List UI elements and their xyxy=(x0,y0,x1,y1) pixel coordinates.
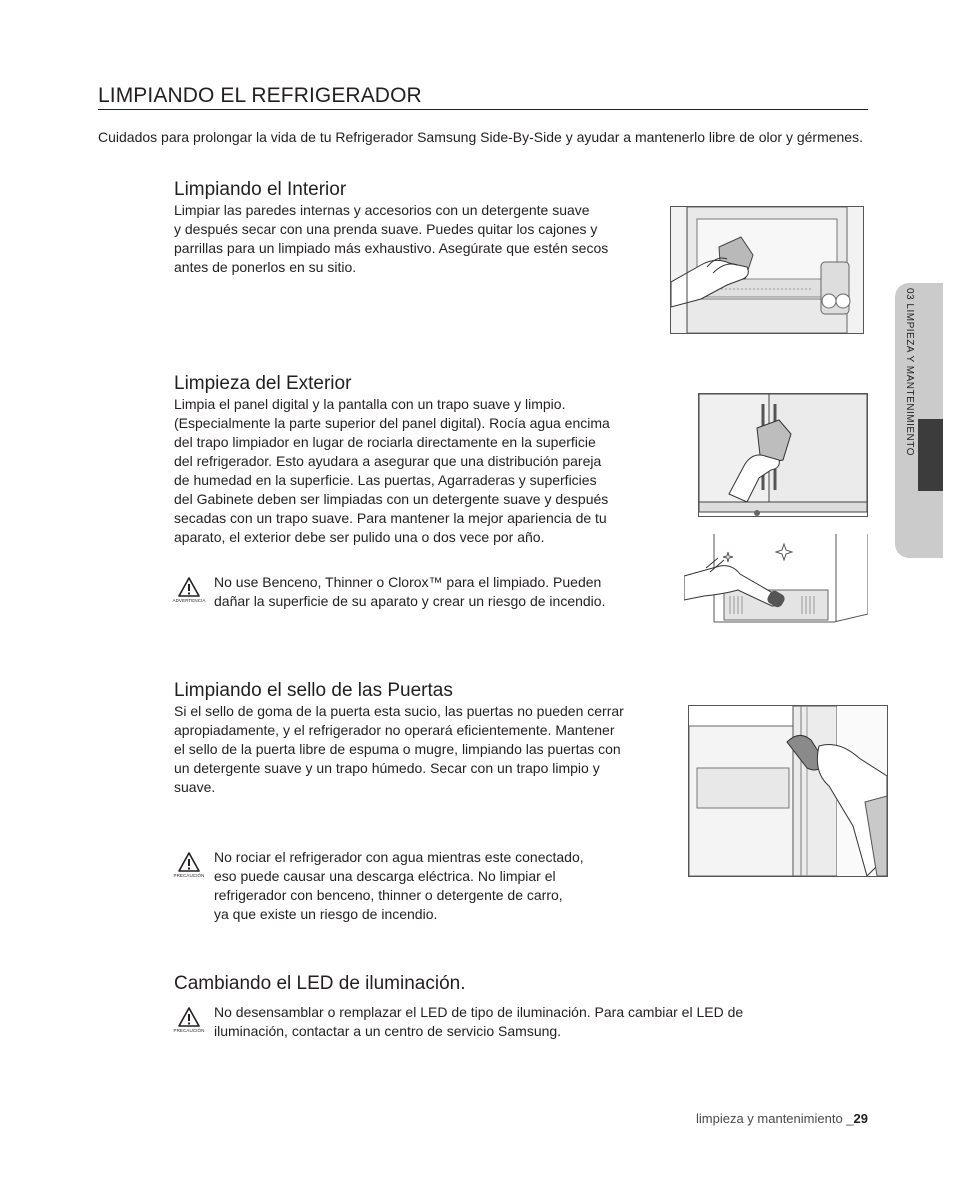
warning-text-led: No desensamblar o remplazar el LED de tipo de iluminación. Para cambiar el LED de iluminación, contactar a un centro de servicio Samsung. xyxy=(214,1004,744,1039)
section-door-seal xyxy=(174,680,684,797)
section-title-interior: Limpiando el Interior xyxy=(174,179,347,200)
illustration-door-seal-cleaning xyxy=(688,705,888,877)
warning-exterior xyxy=(172,575,662,615)
section-title-led: Cambiando el LED de iluminación. xyxy=(174,973,466,994)
warning-text-door-seal: No rociar el refrigerador con agua mientras este conectado, eso puede causar una descarga eléctrica. No limpiar el refrigerador con benceno, thinner o detergente de carro, ya que existe un riesgo de incendio. xyxy=(214,849,584,922)
warning-icon xyxy=(172,1007,206,1033)
warning-icon xyxy=(172,577,206,603)
section-exterior xyxy=(174,373,674,547)
warning-label: PRECAUCIÓN xyxy=(173,873,205,878)
warning-text-exterior: No use Benceno, Thinner o Clorox™ para el limpiado. Pueden dañar la superficie de su aparato y crear un riesgo de incendio. xyxy=(214,574,606,609)
section-title-exterior: Limpieza del Exterior xyxy=(174,373,352,394)
warning-led xyxy=(172,1005,832,1047)
section-body-door-seal: Si el sello de goma de la puerta esta sucio, las puertas no pueden cerrar apropiadamente, y el refrigerador no operará eficientemente. Mantener el sello de la puerta libre de espuma o mugre, limpiando las puertas con un detergente suave y un trapo húmedo. Secar con un trapo limpio y suave. xyxy=(174,703,624,795)
warning-door-seal xyxy=(172,850,652,930)
chapter-side-tab-marker xyxy=(918,419,943,491)
section-interior xyxy=(174,179,674,277)
illustration-interior-cleaning xyxy=(670,206,864,334)
page-title: LIMPIANDO EL REFRIGERADOR xyxy=(98,84,868,110)
warning-label: PRECAUCIÓN xyxy=(173,1028,205,1033)
warning-label: ADVERTENCIA xyxy=(172,598,206,603)
illustration-cleaning-underside xyxy=(684,534,868,629)
footer-text: limpieza y mantenimiento _ xyxy=(696,1111,854,1126)
section-title-door-seal: Limpiando el sello de las Puertas xyxy=(174,680,453,701)
intro-paragraph: Cuidados para prolongar la vida de tu Refrigerador Samsung Side-By-Side y ayudar a mantenerlo libre de olor y gérmenes. xyxy=(98,129,863,145)
section-body-interior: Limpiar las paredes internas y accesorios con un detergente suave y después secar con una prenda suave. Puedes quitar los cajones y parrillas para un limpiado más exhaustivo. Asegúrate que estén secos antes de ponerlos en su sitio. xyxy=(174,202,609,275)
section-led xyxy=(174,973,774,995)
illustration-exterior-cleaning xyxy=(698,393,868,517)
chapter-side-tab-label: 03 LIMPIEZA Y MANTENIMIENTO xyxy=(904,288,915,456)
section-body-exterior: Limpia el panel digital y la pantalla con un trapo suave y limpio. (Especialmente la parte superior del panel digital). Rocía agua encima del trapo limpiador en lugar de rociarla directamente en la superficie del refrigerador. Esto ayudara a asegurar que una distribución pareja de humedad en la superficie. Las puertas, Agarraderas y superficies del Gabinete deben ser limpiadas con un detergente suave y después secadas con un trapo suave. Para mantener la mejor apariencia de tu aparato, el exterior debe ser pulido una o dos vece por año. xyxy=(174,396,610,545)
page-number: 29 xyxy=(853,1111,868,1126)
page-footer xyxy=(640,1111,868,1126)
warning-icon xyxy=(172,852,206,878)
